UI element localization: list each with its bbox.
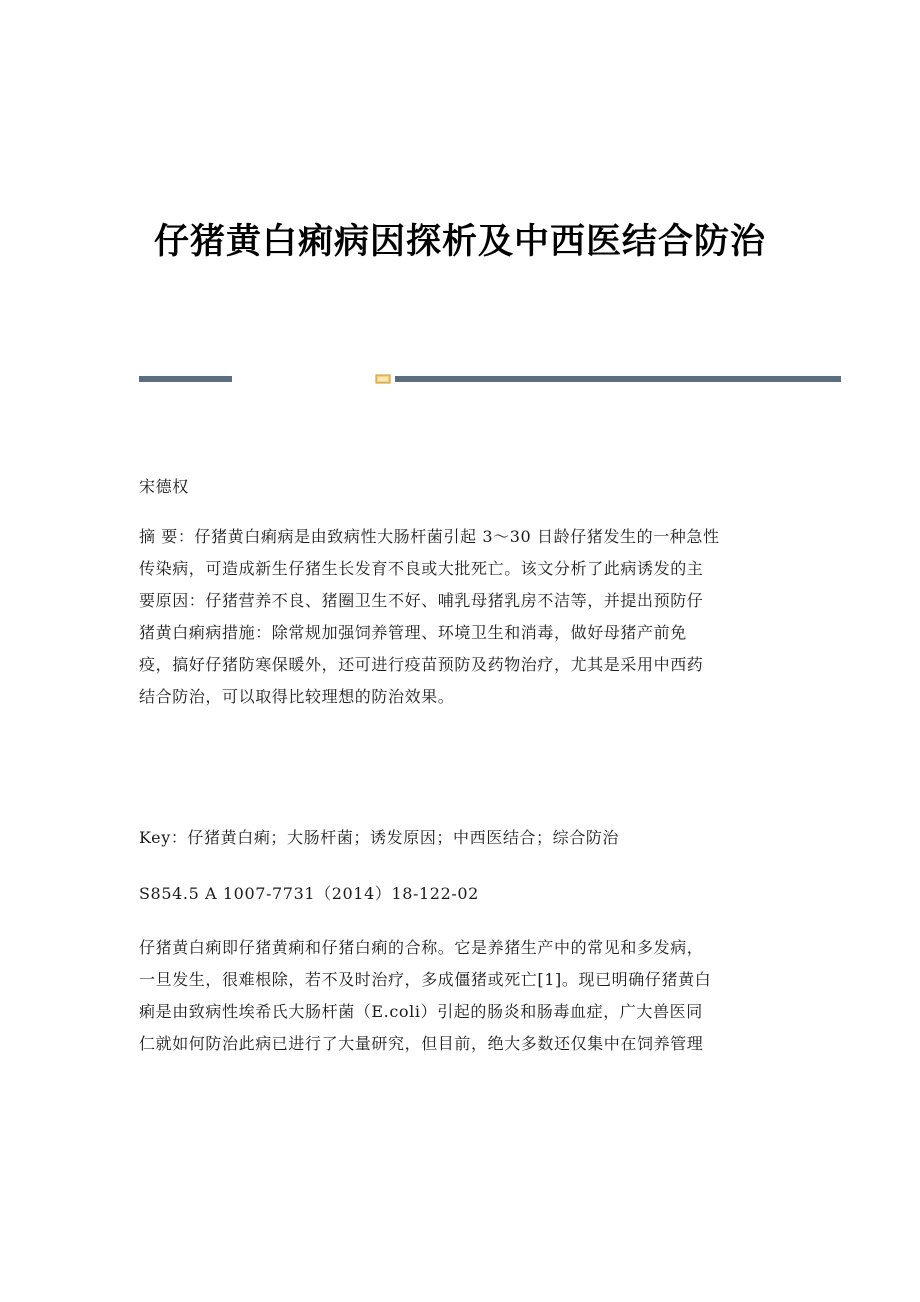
author: 宋德权: [139, 477, 189, 496]
abstract-line: 结合防治，可以取得比较理想的防治效果。: [139, 687, 455, 706]
abstract-line: 摘 要：仔猪黄白痢病是由致病性大肠杆菌引起 3～30 日龄仔猪发生的一种急性: [139, 527, 720, 546]
abstract-line: 猪黄白痢病措施：除常规加强饲养管理、环境卫生和消毒，做好母猪产前免: [139, 623, 687, 642]
body-line: 一旦发生，很难根除，若不及时治疗，多成僵猪或死亡[1]。现已明确仔猪黄白: [139, 970, 712, 989]
classification-code: S854.5 A 1007-7731（2014）18-122-02: [139, 884, 479, 903]
title-divider: [139, 374, 841, 384]
body-paragraph: [139, 932, 789, 1060]
keywords: Key：仔猪黄白痢；大肠杆菌；诱发原因；中西医结合；综合防治: [139, 828, 620, 847]
body-line: 痢是由致病性埃希氏大肠杆菌（E.coli）引起的肠炎和肠毒血症，广大兽医同: [139, 1002, 703, 1021]
abstract: [139, 521, 789, 713]
divider-bar-left: [139, 376, 232, 382]
document-title: 仔猪黄白痢病因探析及中西医结合防治: [153, 222, 766, 262]
body-line: 仔猪黄白痢即仔猪黄痢和仔猪白痢的合称。它是养猪生产中的常见和多发病，: [139, 938, 704, 957]
abstract-line: 疫，搞好仔猪防寒保暖外，还可进行疫苗预防及药物治疗，尤其是采用中西药: [139, 655, 704, 674]
body-line: 仁就如何防治此病已进行了大量研究，但目前，绝大多数还仅集中在饲养管理: [139, 1034, 704, 1053]
ornament-icon: [375, 374, 391, 384]
abstract-line: 要原因：仔猪营养不良、猪圈卫生不好、哺乳母猪乳房不洁等，并提出预防仔: [139, 591, 704, 610]
divider-bar-right: [395, 376, 841, 382]
abstract-line: 传染病，可造成新生仔猪生长发育不良或大批死亡。该文分析了此病诱发的主: [139, 559, 704, 578]
